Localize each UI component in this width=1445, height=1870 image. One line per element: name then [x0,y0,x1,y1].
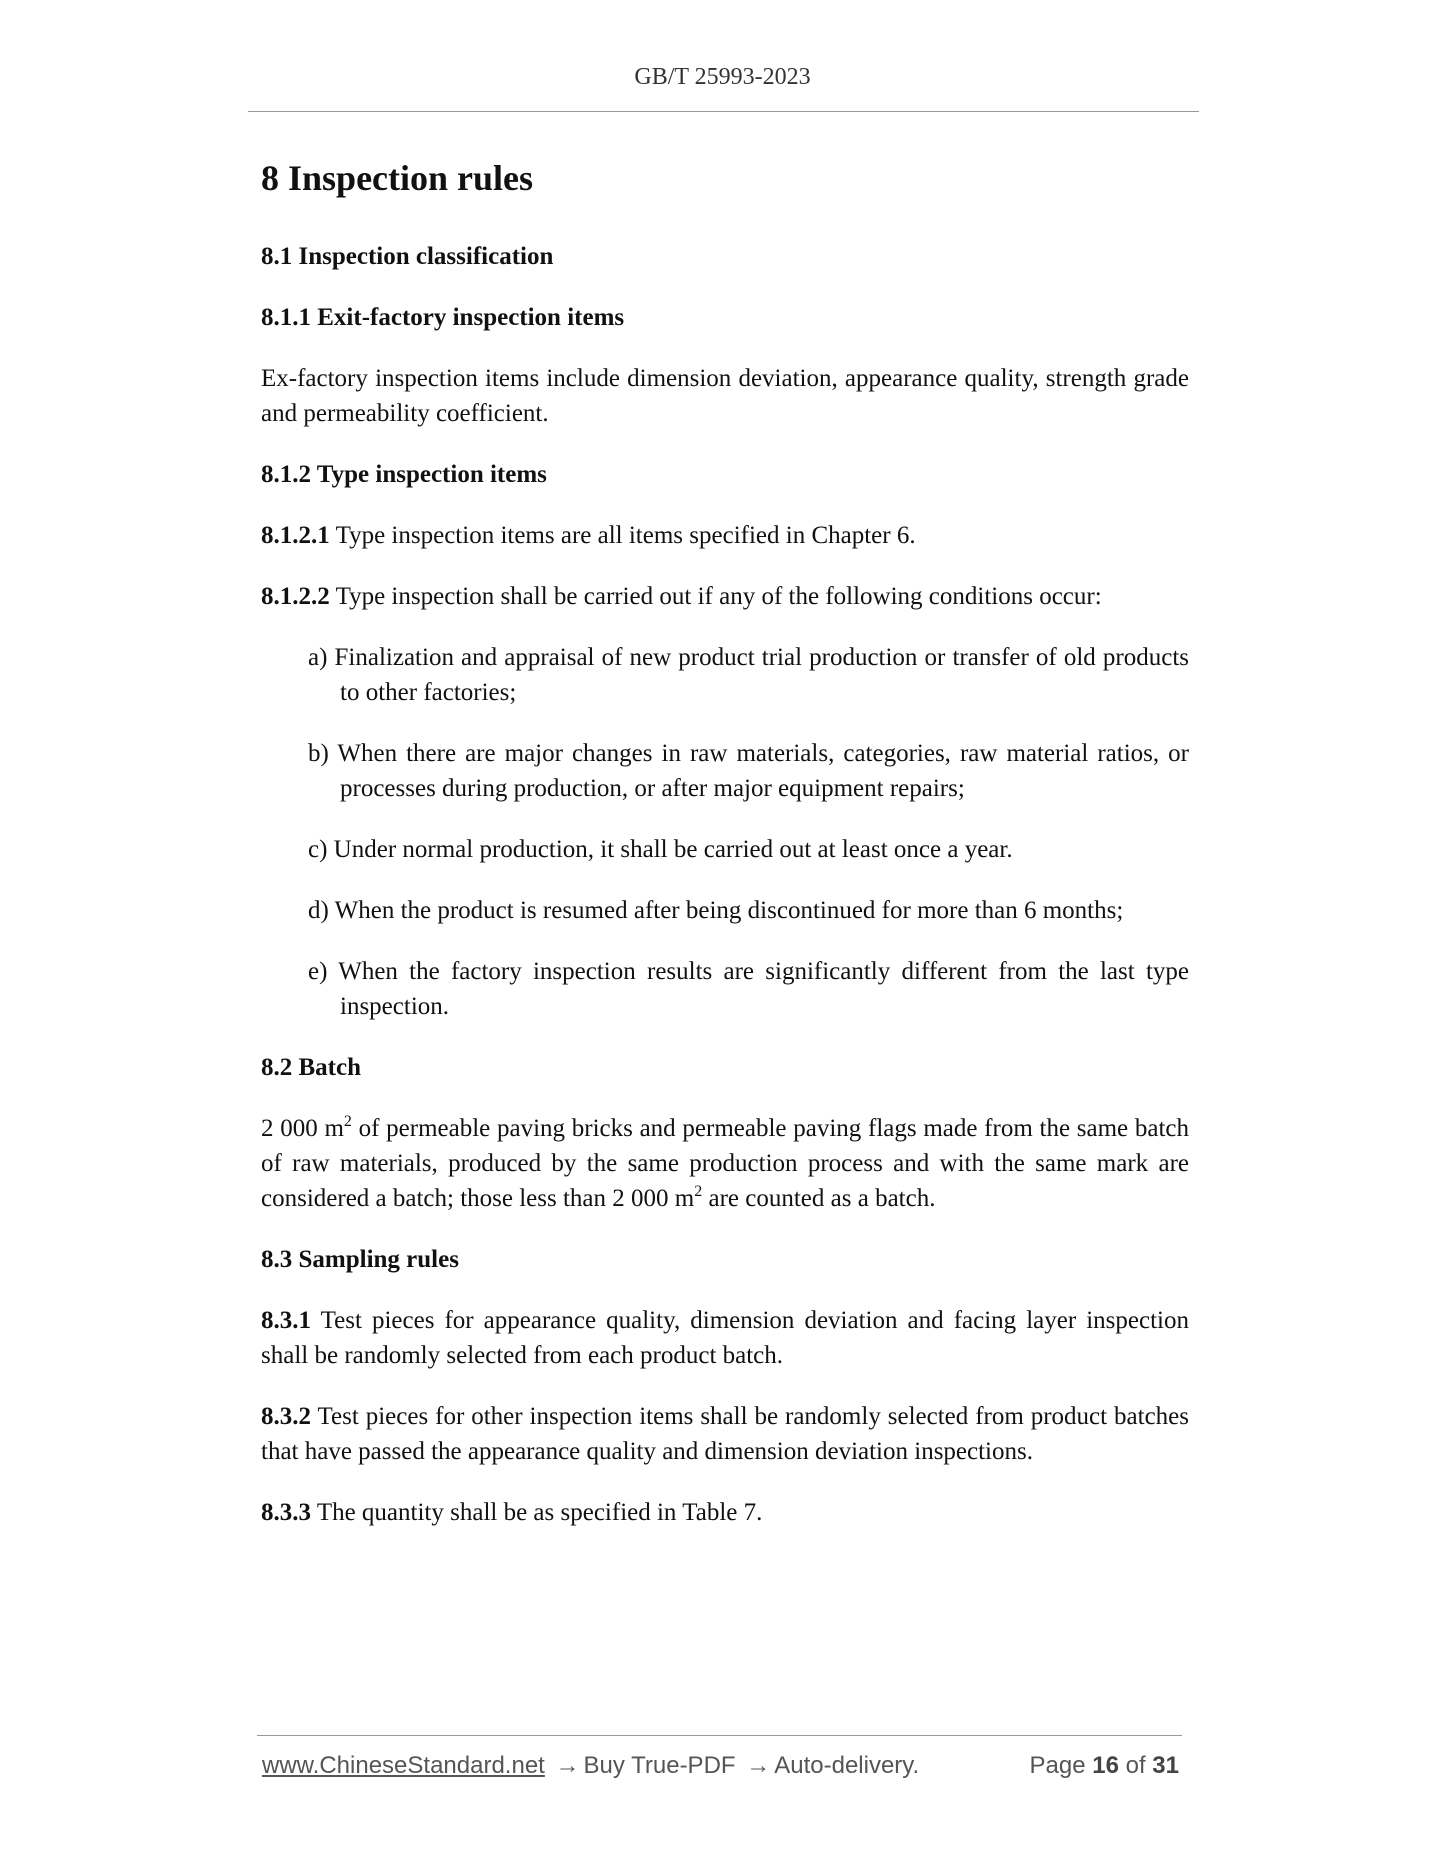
page-footer [262,1752,1182,1786]
clause-8-1-2-1 [261,518,1189,553]
section-8-title: 8 Inspection rules [261,158,534,198]
of-label: of [1125,1752,1146,1779]
total-pages: 31 [1152,1752,1179,1779]
clause-number: 8.3.3 [261,1499,311,1526]
section-8-2-text [261,1111,1189,1216]
list-item: a) Finalization and appraisal of new product trial production or transfer of old products to other factories; [308,644,1189,706]
list-item: b) When there are major changes in raw materials, categories, raw material ratios, or processes during production, or after major equipment repairs; [308,740,1189,802]
footer-promo [262,1752,919,1780]
section-8-2-title: 8.2 Batch [261,1054,361,1081]
clause-8-3-2 [261,1399,1189,1469]
batch-text: are counted as a batch. [702,1185,936,1212]
clause-text: Test pieces for appearance quality, dimension deviation and facing layer inspection shall be randomly selected from each product batch. [261,1307,1189,1369]
clause-text: Type inspection items are all items specified in Chapter 6. [335,522,916,549]
condition-list [261,640,1189,1024]
clause-number: 8.1.2.1 [261,522,330,549]
page-number [1030,1752,1180,1780]
delivery-text: Auto-delivery. [774,1752,920,1779]
list-item: d) When the product is resumed after being discontinued for more than 6 months; [308,897,1124,924]
batch-quantity: 2 000 m [612,1185,695,1212]
clause-text: The quantity shall be as specified in Table 7. [316,1499,763,1526]
clause-number: 8.3.2 [261,1403,311,1430]
arrow-right-icon: → [746,1752,771,1779]
list-item: e) When the factory inspection results are significantly different from the last type inspection. [308,958,1189,1020]
clause-8-3-3 [261,1495,1189,1530]
clause-number: 8.3.1 [261,1307,311,1334]
superscript: 2 [694,1183,703,1200]
section-8-1-title: 8.1 Inspection classification [261,243,554,270]
current-page: 16 [1092,1752,1119,1779]
batch-quantity: 2 000 m [261,1115,344,1142]
section-8-1-1-title: 8.1.1 Exit-factory inspection items [261,304,625,331]
header-divider [248,111,1199,112]
clause-number: 8.1.2.2 [261,583,330,610]
superscript: 2 [343,1113,352,1130]
section-8-3-title: 8.3 Sampling rules [261,1246,459,1273]
arrow-right-icon: → [555,1752,580,1779]
page-label: Page [1029,1752,1086,1779]
list-item: c) Under normal production, it shall be carried out at least once a year. [308,836,1013,863]
clause-8-3-1 [261,1303,1189,1373]
clause-8-1-2-2 [261,579,1189,614]
batch-text: of permeable paving bricks and permeable paving flags made from the same batch of raw materials, produced by the same production process and with the same mark are considered a batch; those less than [261,1115,1190,1212]
clause-text: Test pieces for other inspection items shall be randomly selected from product batches that have passed the appearance quality and dimension deviation inspections. [261,1403,1189,1465]
site-link[interactable]: www.ChineseStandard.net [262,1752,545,1779]
buy-link-text: Buy True-PDF [583,1752,736,1779]
section-8-1-2-title: 8.1.2 Type inspection items [261,461,547,488]
document-header: GB/T 25993-2023 [634,64,811,90]
footer-divider [257,1735,1182,1736]
page-content [261,155,1189,1556]
clause-text: Type inspection shall be carried out if any of the following conditions occur: [335,583,1102,610]
section-8-1-1-text: Ex-factory inspection items include dimension deviation, appearance quality, strength grade and permeability coefficient. [261,365,1189,427]
